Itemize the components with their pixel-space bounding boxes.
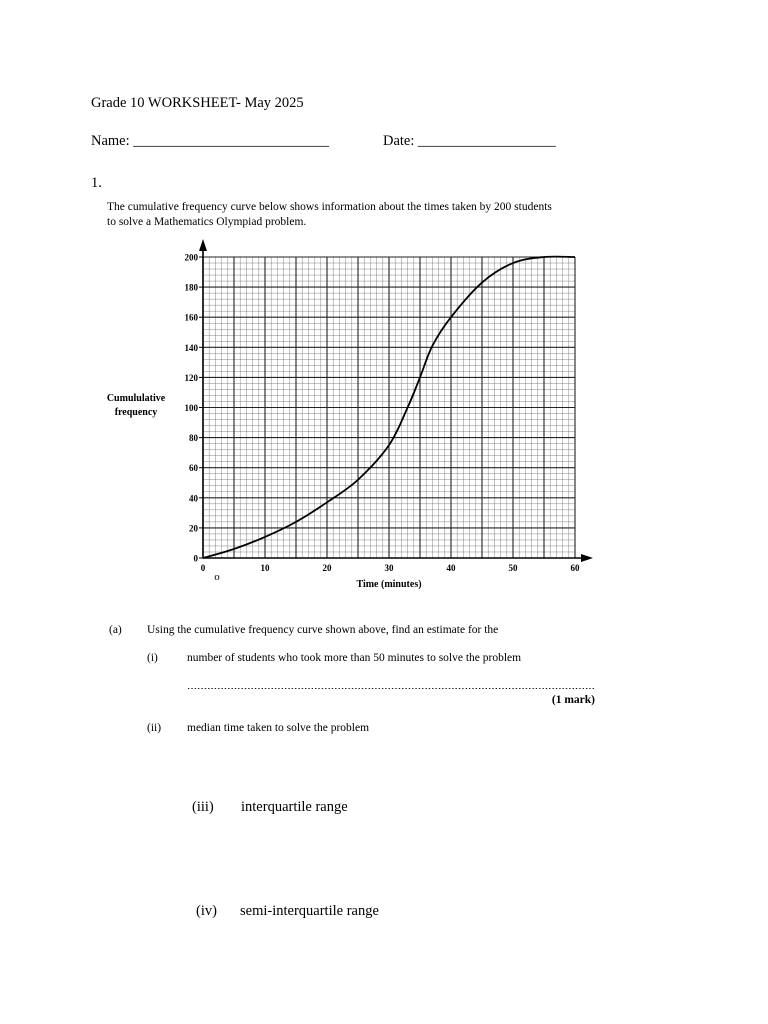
sub-ii-label: (ii)	[147, 722, 162, 734]
x-axis-label: Time (minutes)	[356, 579, 422, 590]
x-tick-label: 10	[260, 563, 270, 573]
y-axis-label-line2: frequency	[114, 407, 158, 418]
y-axis-arrow	[199, 239, 207, 251]
y-tick-label: 200	[184, 252, 198, 263]
sub-iv-text: semi-interquartile range	[240, 903, 379, 919]
part-a-label: (a)	[109, 624, 122, 636]
date-field: Date: ___________________	[383, 133, 556, 149]
mark-allocation: (1 mark)	[551, 694, 595, 706]
cumulative-frequency-chart	[107, 239, 593, 590]
y-tick-label: 0	[193, 553, 198, 564]
answer-line: ..........................................................................................................................	[187, 682, 595, 691]
x-tick-label: 60	[570, 563, 580, 573]
scanned-question-image	[99, 192, 622, 736]
sub-ii-text: median time taken to solve the problem	[187, 722, 370, 734]
y-tick-label: 100	[184, 403, 198, 413]
worksheet-title: Grade 10 WORKSHEET- May 2025	[91, 95, 304, 111]
x-tick-label: 20	[322, 563, 332, 573]
y-tick-label: 80	[189, 433, 198, 444]
chart-tick-labels	[185, 253, 581, 574]
scan-svg	[99, 192, 622, 736]
x-tick-label: 0	[200, 563, 206, 573]
y-tick-label: 40	[189, 493, 198, 504]
sub-i-text: number of students who took more than 50 minutes to solve the problem	[187, 652, 522, 664]
sub-i-label: (i)	[147, 652, 158, 664]
y-tick-label: 20	[189, 523, 198, 534]
y-axis-label-line1: Cumululative	[106, 393, 166, 404]
y-tick-label: 140	[184, 342, 198, 353]
y-tick-label: 180	[184, 282, 198, 293]
x-axis-arrow	[581, 554, 593, 562]
x-tick-label: 30	[384, 563, 394, 573]
name-field: Name: ___________________________	[91, 133, 330, 149]
sub-iv-label: (iv)	[196, 903, 217, 919]
part-a-text: Using the cumulative frequency curve shown above, find an estimate for the	[147, 624, 499, 636]
y-tick-label: 60	[189, 463, 198, 474]
y-tick-label: 120	[184, 372, 198, 383]
x-tick-label: 50	[508, 563, 518, 573]
intro-line-1: The cumulative frequency curve below shows information about the times taken by 200 students	[107, 201, 552, 213]
question-number: 1.	[91, 175, 102, 191]
y-tick-label: 160	[184, 312, 198, 323]
sub-iii-label: (iii)	[192, 799, 214, 815]
x-tick-label: 40	[446, 563, 456, 573]
sub-iii-text: interquartile range	[241, 799, 348, 815]
intro-line-2: to solve a Mathematics Olympiad problem.	[107, 216, 307, 228]
stray-mark: o	[214, 571, 220, 583]
